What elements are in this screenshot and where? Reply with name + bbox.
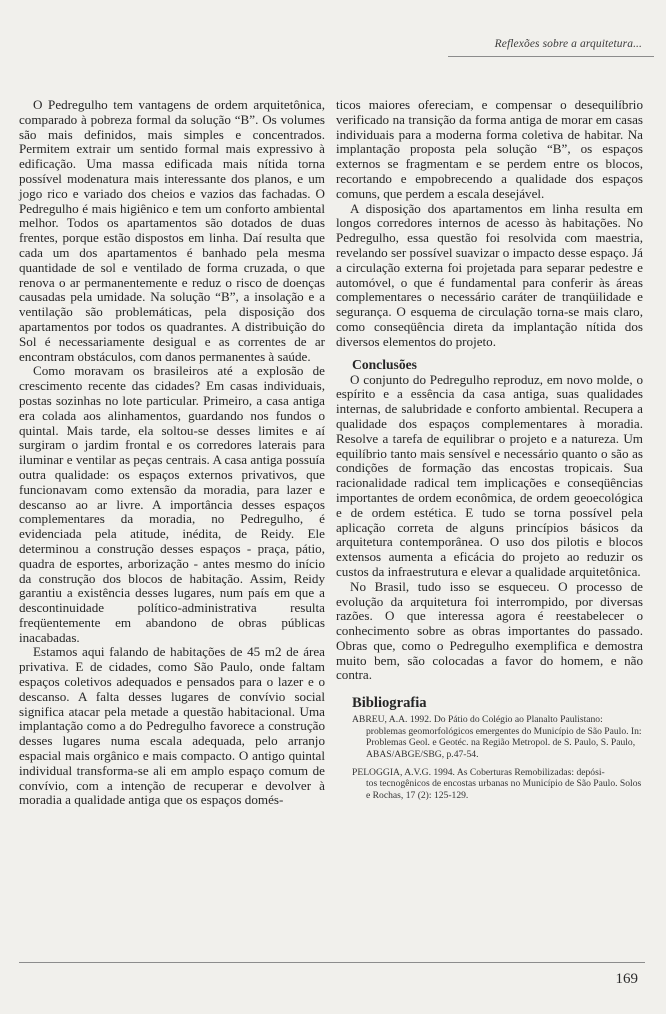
paragraph: O conjunto do Pedregulho reproduz, em novo molde, o espírito e a essência da casa antiga, suas qualidades internas, de salubridade e conforto ambiental. Recupera a qualidade dos espaços complementares à moradia. Resolve a tarefa de equilibrar o projeto e a natureza. Um equilíbrio tanto mais sensível e necessário quanto o são as condições de formação das encostas tropicais. Sua racionalidade radical tem implicações e conseqüências importantes de ordem econômica, de ordem geoecológica e de ordem estética. E tudo se torna possível pela aplicação correta de alguns princípios básicos da arquitetura contemporânea. O uso dos pilotis e blocos extensos aumenta a eficácia do projeto ao reduzir os custos da infraestrutura e elevar a qualidade arquitetônica. [336, 371, 643, 579]
page-number: 169 [615, 971, 638, 987]
section-heading-bibliography: Bibliografia [352, 695, 427, 712]
paragraph: Como moravam os brasileiros até a explosão de crescimento recente das cidades? Em casas individuais, postas sozinhas no lote particular. Primeiro, a casa antiga era colada aos alinhamentos, guardando nos fundos o quintal. Mais tarde, ela soltou-se desses limites e aí surgiram o jardim frontal e os corredores laterais para iluminar e ventilar as peças centrais. A casa antiga possuía outra qualidade: os espaços externos privativos, que funcionavam como extensão da moradia, para lazer e descanso ao ar livre. A importância desses espaços complementares da moradia, no Pedregulho, é evidenciada pela atitude, inédita, de Reidy. Ele determinou a construção desses espaços - praça, pátio, quadra de esportes, arborização - antes mesmo do início da construção dos blocos de habitação. Assim, Reidy garantiu a existência desses lugares, num país em que a descontinuidade político-administrativa resulta freqüentemente em abandono de obras públicas inacabadas. [19, 363, 325, 645]
paragraph: ticos maiores ofereciam, e compensar o desequilíbrio verificado na transição da forma antiga de morar em casas individuais para a moderna forma coletiva de habitar. Na implantação proposta pela solução “B”, os espaços externos se fragmentam e se perdem entre os blocos, recortando e empobrecendo a qualidade dos espaços comuns, que perdem a escala desejável. [336, 97, 643, 201]
header-rule [448, 56, 654, 57]
reference-entry [352, 714, 643, 760]
reference-first-line: ABREU, A.A. 1992. Do Pátio do Colégio ao Planalto Paulistano: [352, 714, 603, 726]
footer-rule [19, 962, 645, 963]
paragraph: O Pedregulho tem vantagens de ordem arquitetônica, comparado à pobreza formal da solução “B”. Os volumes são mais definidos, mais simples e concentrados. Permitem extrair um sentido formal mais expressivo à edificação. Uma massa edificada mais nítida torna possível modenatura mais interessante dos planos, e um jogo rico e variado dos cheios e vazios das fachadas. O Pedregulho é mais higiênico e tem um conforto ambiental melhor. Todos os apartamentos são dotados de duas frentes, porque estão dispostos em linha. Daí resulta que cada um dos apartamentos é banhado pela mesma quantidade de sol e ventilado de forma cruzada, o que renova o ar permanentemente e reduz o risco de doenças causadas pela umidade. Na solução “B”, a insolação e a ventilação são problemáticas, pela disposição dos apartamentos por todos os quadrantes. A distribuição do Sol é necessariamente desigual e as correntes de ar encontram obstáculos, com danos permanentes à saúde. [19, 97, 325, 364]
running-head: Reflexões sobre a arquitetura... [494, 38, 642, 50]
right-column [336, 98, 643, 807]
section-heading-conclusions: Conclusões [352, 356, 417, 372]
paragraph: Estamos aqui falando de habitações de 45 m2 de área privativa. E de cidades, como São Paulo, onde faltam espaços coletivos adequados e pensados para o lazer e o descanso. A falta desses lugares de convívio social significa atacar pela metade a questão habitacional. Uma implantação como a do Pedregulho favorece a construção desses lugares numa escala adequada, pelo arranjo espacial mais orgânico e mais compacto. O antigo quintal individual transforma-se ali em amplo espaço comum de convívio, com a intenção de recuperar e devolver à moradia a qualidade antiga que os espaços domés- [19, 644, 325, 808]
reference-entry [352, 767, 643, 802]
reference-continuation: tos tecnogênicos de encostas urbanas no Município de São Paulo. Solos e Rochas, 17 (2): 125-129. [366, 778, 642, 801]
left-column [19, 98, 325, 808]
paragraph: A disposição dos apartamentos em linha resulta em longos corredores internos de acesso às habitações. No Pedregulho, essa questão foi resolvida com maestria, revelando ser possível suavizar o impacto desse espaço. Já a circulação externa foi projetada para separar pedestre e automóvel, o que é fundamental para conferir às áreas complementares o necessário caráter de tranqüilidade e segurança. O esquema de circulação torna-se mais claro, como conseqüência direta da implantação nítida dos diversos elementos do projeto. [336, 200, 643, 349]
paragraph: No Brasil, tudo isso se esqueceu. O processo de evolução da arquitetura foi interrompido, por diversas razões. O que interessa agora é reestabelecer o conhecimento sobre as obras importantes do passado. Obras que, como o Pedregulho exemplifica e demostra muito bem, são colocadas a favor do homem, e não contra. [336, 578, 643, 683]
reference-continuation: problemas geomorfológicos emergentes do Município de São Paulo. In: Problemas Geol. e Geotéc. na Região Metropol. de S. Paulo, S. Paulo, ABAS/ABGE/SBG, p.47-54. [366, 725, 642, 761]
reference-first-line: PELOGGIA, A.V.G. 1994. As Coberturas Remobilizadas: depósi- [352, 766, 605, 778]
